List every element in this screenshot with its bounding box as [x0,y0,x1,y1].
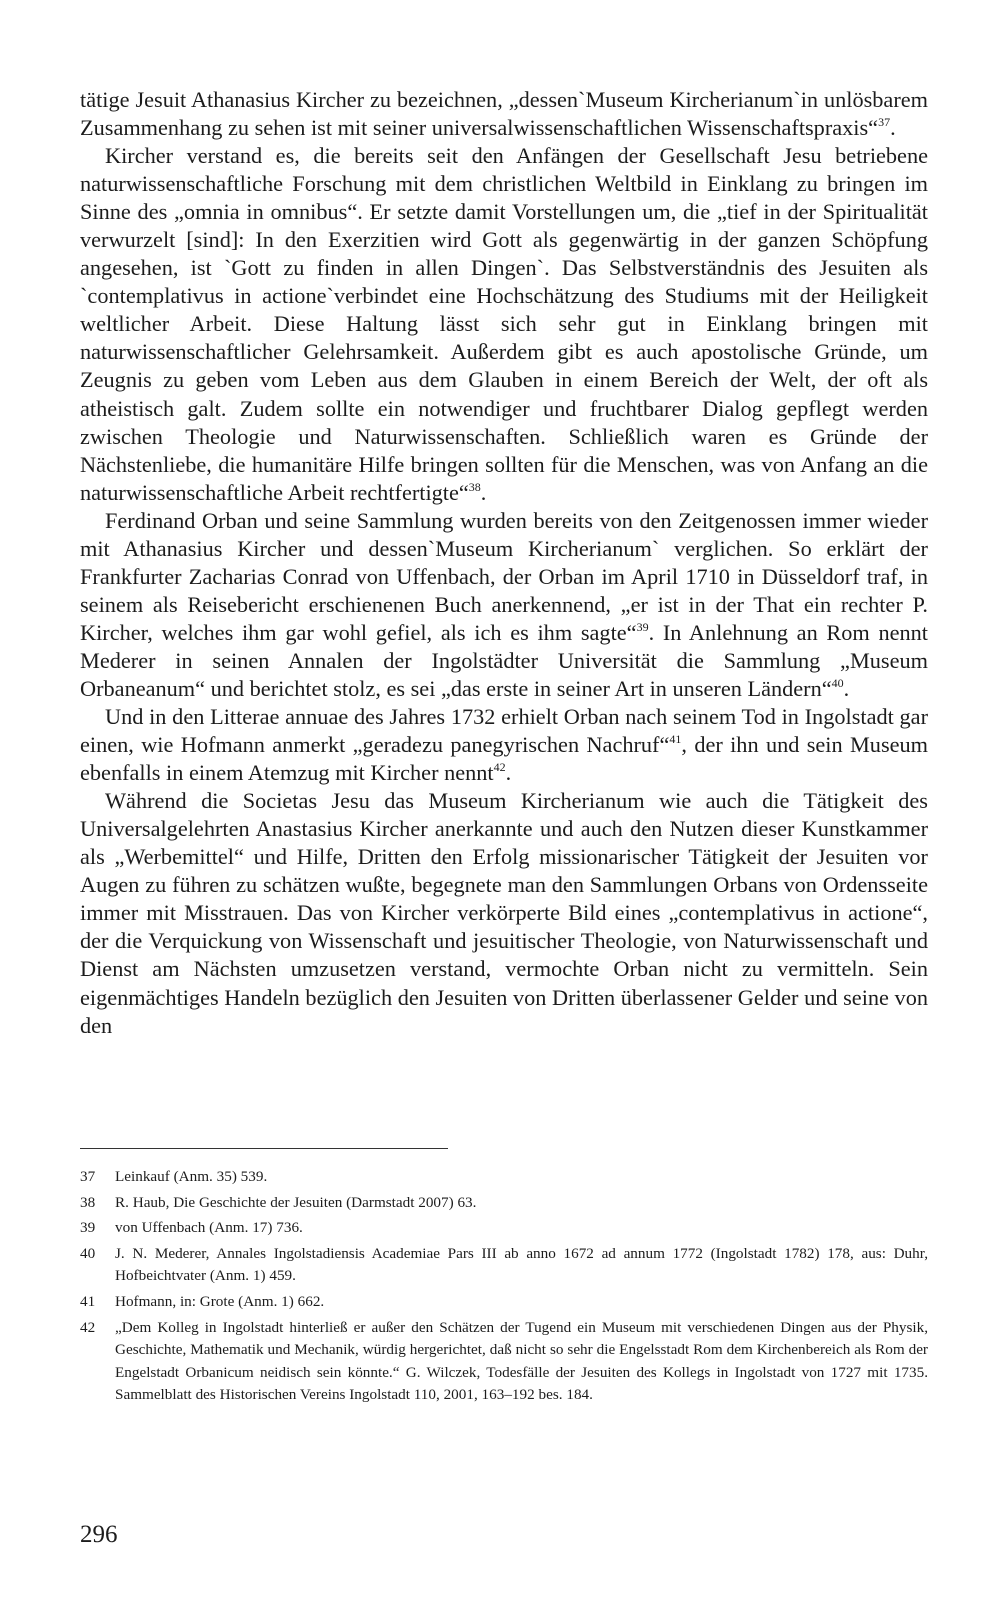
paragraph-text: tätige Jesuit Athanasius Kircher zu bezeichnen, „dessen`Museum Kircherianum`in unlösbarem Zusammenhang zu sehen ist mit seiner universalwissenschaftlichen Wissenschaftspraxis“ [80,87,928,141]
footnote-39 [80,1217,928,1240]
footnote-ref-41: 41 [669,732,682,747]
footnote-ref-39: 39 [636,619,649,634]
footnote-ref-38: 38 [468,479,481,494]
footnote-number: 39 [80,1219,96,1237]
footnotes [80,1166,928,1410]
footnote-ref-42: 42 [493,760,506,775]
paragraph-text: der ihn und sein Museum ebenfalls in einem Atemzug mit Kircher nennt [80,732,929,786]
paragraph-text: Kircher verstand es, die bereits seit den Anfängen der Gesellschaft Jesu betriebene naturwissenschaftliche Forschung mit dem christlichen Weltbild in Einklang zu bringen im Sinne des „omnia in omnibus“. Er setzte damit Vorstellungen um, die „tief in der Spiritualität verwurzelt [sind]: In den Exerzitien wird Gott als gegenwärtig in der ganzen Schöpfung angesehen, ist `Gott zu finden in allen Dingen`. Das Selbstverständnis des Jesuiten als `contemplativus in actione`verbindet eine Hochschätzung des Studiums mit der Heiligkeit weltlicher Arbeit. Diese Haltung lässt sich sehr gut in Einklang bringen mit naturwissenschaftlicher Gelehrsamkeit. Außerdem gibt es auch apostolische Gründe, um Zeugnis zu geben vom Leben aus dem Glauben in einem Bereich der Welt, der oft als atheistisch galt. Zudem sollte ein notwendiger und fruchtbarer Dialog gepflegt werden zwischen Theologie und Naturwissenschaften. Schließlich waren es Gründe der Nächstenliebe, die humanitäre Hilfe bringen sollten für die Menschen, was von Anfang an die naturwissenschaftliche Arbeit rechtfertigte“ [80,143,928,505]
paragraph-text: Und in den Litterae annuae des Jahres 1732 erhielt Orban nach seinem Tod in Ingolstadt gar einen, wie Hofmann anmerkt „geradezu panegyrischen Nachruf“ [80,704,928,758]
footnote-number: 41 [80,1292,96,1310]
footnote-number: 42 [80,1318,96,1336]
footnote-ref-40: 40 [831,675,844,690]
main-text [80,86,928,1040]
footnote-text: Leinkauf (Anm. 35) 539. [115,1168,268,1185]
page-body [80,86,928,1040]
footnote-text: R. Haub, Die Geschichte der Jesuiten (Darmstadt 2007) 63. [115,1193,477,1211]
paragraph-text: Ferdinand Orban und seine Sammlung wurden bereits von den Zeitgenossen immer wieder mit Athanasius Kircher und dessen`Museum Kircherianum` verglichen. So erklärt der Frankfurter Zacharias Conrad von Uffenbach, der Orban im April 1710 in Düsseldorf traf, in seinem als Reisebericht erschienenen Buch anerkennend, „er ist in der That ein rechter P. Kircher, welches ihm gar wohl gefiel, als ich es ihm sagte“ [80,507,928,645]
paragraph-kircher: Kircher verstand es, die bereits seit den Anfängen der Gesellschaft Jesu betriebene naturwissenschaftliche Forschung mit dem christlichen Weltbild in Einklang zu bringen im Sinne des „omnia in omnibus“. Er setzte damit Vorstellungen um, die „tief in der Spiritualität verwurzelt [sind]: In den Exerzitien wird Gott als gegenwärtig in der ganzen Schöpfung angesehen, ist `Gott zu finden in allen Dingen`. Das Selbstverständnis des Jesuiten als `contemplativus in actione`verbindet eine Hochschätzung des Studiums mit der Heiligkeit weltlicher Arbeit. Diese Haltung lässt sich sehr gut in Einklang bringen mit naturwissenschaftlicher Gelehrsamkeit. Außerdem gibt es auch apostolische Gründe, um Zeugnis zu geben vom Leben aus dem Glauben in einem Bereich der Welt, der oft als atheistisch galt. Zudem sollte ein notwendiger und fruchtbarer Dialog gepflegt werden zwischen Theologie und Naturwissenschaften. Schließlich waren es Gründe der Nächstenliebe, die humanitäre Hilfe bringen sollten für die Menschen, was von Anfang an die naturwissenschaftliche Arbeit rechtfertigte“$^{38}$. [80,143,928,505]
footnote-37 [80,1166,928,1189]
footnote-text: Hofmann, in: Grote (Anm. 1) 662. [115,1292,325,1310]
paragraph-societas [80,787,928,1039]
footnote-41 [80,1291,928,1314]
paragraph-orban: Ferdinand Orban und seine Sammlung wurden bereits von den Zeitgenossen immer wieder mit Athanasius Kircher und dessen`Museum Kircherianum` verglichen. So erklärt der Frankfurter Zacharias Conrad von Uffenbach, der Orban im April 1710 in Düsseldorf traf, in seinem als Reisebericht erschienenen Buch anerkennend, „er ist in der That ein rechter P. Kircher, welches ihm gar wohl gefiel, als ich es ihm sagte“$^{39}$. In Anlehnung an Rom nennt Mederer in seinen Annalen der Ingolstädter Universität die Sammlung „Museum Orbaneanum“ und berichtet stolz, es sei „das erste in seiner Art in unseren Ländern“$^{40}$. [80,507,929,701]
footnote-text: von Uffenbach (Anm. 17) 736. [115,1219,303,1237]
footnote-38 [80,1192,928,1215]
footnote-text: J. N. Mederer, Annales Ingolstadiensis Academiae Pars III ab anno 1672 ad annum 1772 (Ingolstadt 1782) 178, aus: Duhr, Hofbeichtvater (Anm. 1) 459. [115,1244,928,1285]
footnote-text: „Dem Kolleg in Ingolstadt hinterließ er außer den Schätzen der Tugend ein Museum mit verschiedenen Dingen aus der Physik, Geschichte, Mathematik und Mechanik, würdig hergerichtet, daß nicht so sehr die Engelsstadt Rom dem Kirchenbereich als Rom der Engelstadt Orbanicum neidisch sein könnte.“ G. Wilczek, Todesfälle der Jesuiten des Kollegs in Ingolstadt von 1727 mit 1735. Sammelblatt des Historischen Vereins Ingolstadt 110, 2001, 163–192 bes. 184. [115,1318,928,1404]
footnote-divider [80,1148,448,1149]
paragraph-text: Während die Societas Jesu das Museum Kircherianum wie auch die Tätigkeit des Universalgelehrten Anastasius Kircher anerkannte und auch den Nutzen dieser Kunstkammer als „Werbemittel“ und Hilfe, Dritten den Erfolg missionarischer Tätigkeit der Jesuiten vor Augen zu führen zu schätzen wußte, begegnete man den Sammlungen Orbans von Ordensseite immer mit Misstrauen. Das von Kircher verkörperte Bild eines „contemplativus in actione“, der die Verquickung von Wissenschaft und jesuitischer Theologie, von Naturwissenschaft und Dienst am Nächsten umzusetzen verstand, vermochte Orban nicht zu vermitteln. Sein eigenmächtiges Handeln bezüglich den Jesuiten von Dritten überlassener Gelder und seine von den [80,788,928,1038]
paragraph-continuation: tätige Jesuit Athanasius Kircher zu bezeichnen, „dessen`Museum Kircherianum`in unlösbarem Zusammenhang zu sehen ist mit seiner universalwissenschaftlichen Wissenschaftspraxis“$^{37}$. [80,87,928,141]
paragraph-litterae: Und in den Litterae annuae des Jahres 1732 erhielt Orban nach seinem Tod in Ingolstadt gar einen, wie Hofmann anmerkt „geradezu panegyrischen Nachruf“$^{41}$, der ihn und sein Museum ebenfalls in einem Atemzug mit Kircher nennt$^{42}$. [80,704,929,786]
footnote-number: 38 [80,1193,96,1211]
footnote-40 [80,1243,928,1288]
footnote-ref-37: 37 [878,115,891,130]
footnote-number: 40 [80,1244,96,1262]
paragraph-text: In Anlehnung an Rom nennt Mederer in seinen Annalen der Ingolstädter Universität die Sammlung „Museum Orbaneanum“ und berichtet stolz, es sei „das erste in seiner Art in unseren Ländern“ [80,619,929,701]
footnote-number: 37 [80,1168,96,1185]
footnote-42 [80,1317,928,1407]
page-number: 296 [80,1521,118,1548]
